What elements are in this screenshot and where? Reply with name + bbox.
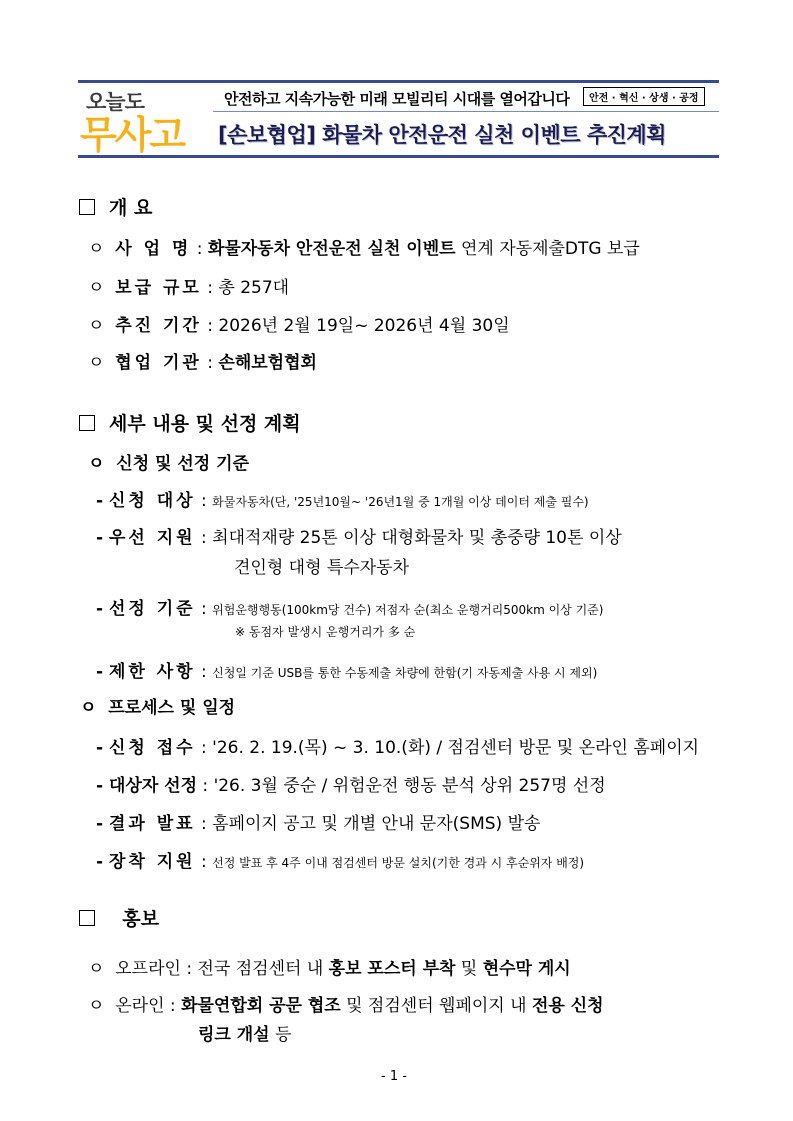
section-overview-heading: 개 요 bbox=[79, 193, 152, 220]
value-bold: 화물자동차 안전운전 실천 이벤트 bbox=[207, 239, 456, 259]
label: 대상자 선정 bbox=[108, 776, 198, 796]
subheading-criteria: ㅇ 신청 및 선정 기준 bbox=[88, 454, 249, 474]
overview-row-period: ㅇ 추진 기간 : 2026년 2월 19일~ 2026년 4월 30일 bbox=[88, 316, 510, 336]
value-bold: 링크 개설 bbox=[198, 1025, 270, 1045]
value: 신청일 기준 USB를 통한 수동제출 차량에 한함(기 자동제출 사용 시 제외) bbox=[212, 666, 598, 680]
label: 우선 지원 bbox=[108, 528, 196, 548]
promotion-row-online-cont: 링크 개설 등 bbox=[198, 1025, 292, 1045]
value-bold: 손해보험협회 bbox=[218, 353, 317, 373]
criteria-row-priority: - 우선 지원 : 최대적재량 25톤 이상 대형화물차 및 총중량 10톤 이상 bbox=[96, 528, 622, 548]
process-row-result: - 결과 발표 : 홈페이지 공고 및 개별 안내 문자(SMS) 발송 bbox=[96, 814, 541, 834]
label: 신청 접수 bbox=[108, 738, 196, 758]
value: 위험운행행동(100km당 건수) 저점자 순(최소 운행거리500km 이상 기준) bbox=[212, 603, 604, 617]
subheading-process: ㅇ 프로세스 및 일정 bbox=[80, 698, 236, 718]
page-title: [손보협업] 화물차 안전운전 실천 이벤트 추진계획 bbox=[218, 123, 666, 147]
overview-row-project: ㅇ 사 업 명 : 화물자동차 안전운전 실천 이벤트 연계 자동제출DTG 보급 bbox=[88, 239, 640, 259]
label: 장착 지원 bbox=[108, 852, 196, 872]
section-details-heading: 세부 내용 및 선정 계획 bbox=[79, 409, 301, 436]
dash-bullet: - bbox=[96, 776, 109, 796]
label: 협업 기관 bbox=[115, 353, 202, 373]
logo-top-text: 오늘도 bbox=[86, 90, 144, 114]
value: 화물자동차(단, '25년10월~ '26년1월 중 1개월 이상 데이터 제출 필수) bbox=[212, 495, 589, 509]
value: 2026년 2월 19일~ 2026년 4월 30일 bbox=[218, 316, 510, 336]
value: 홈페이지 공고 및 개별 안내 문자(SMS) 발송 bbox=[212, 814, 541, 834]
label: 사 업 명 bbox=[115, 239, 192, 259]
overview-row-scale: ㅇ 보급 규모 : 총 257대 bbox=[88, 278, 290, 298]
promotion-row-offline: ㅇ 오프라인 : 전국 점검센터 내 홍보 포스터 부착 및 현수막 게시 bbox=[88, 959, 571, 979]
value: 최대적재량 25톤 이상 대형화물차 및 총중량 10톤 이상 bbox=[212, 528, 622, 548]
promotion-row-online: ㅇ 온라인 : 화물연합회 공문 협조 및 점검센터 웹페이지 내 전용 신청 bbox=[88, 996, 604, 1016]
value: '26. 2. 19.(목) ~ 3. 10.(화) / 점검센터 방문 및 온라인 홈페이지 bbox=[212, 738, 700, 758]
label: 제한 사항 bbox=[108, 662, 196, 682]
value: 총 257대 bbox=[218, 278, 290, 298]
dash-bullet: - bbox=[96, 662, 109, 682]
circle-bullet-icon: ㅇ bbox=[88, 454, 105, 474]
label: 보급 규모 bbox=[115, 278, 202, 298]
value: '26. 3월 중순 / 위험운전 행동 분석 상위 257명 선정 bbox=[213, 776, 606, 796]
page-number: - 1 - bbox=[381, 1069, 407, 1084]
checkbox-square-icon bbox=[79, 415, 95, 431]
dash-bullet: - bbox=[96, 491, 109, 511]
selection-note: ※ 동점자 발생시 운행거리가 多 순 bbox=[235, 625, 416, 639]
dash-bullet: - bbox=[96, 599, 109, 619]
circle-bullet-icon: ㅇ bbox=[88, 353, 105, 373]
label: 온라인 : bbox=[115, 996, 182, 1016]
criteria-row-selection: - 선정 기준 : 위험운행행동(100km당 건수) 저점자 순(최소 운행거리500km 이상 기준) bbox=[96, 599, 604, 619]
criteria-row-priority-cont: 견인형 대형 특수자동차 bbox=[234, 558, 410, 578]
label: 선정 기준 bbox=[108, 599, 196, 619]
checkbox-square-icon bbox=[79, 910, 95, 926]
values-badge: 안전 · 혁신 · 상생 · 공정 bbox=[583, 87, 705, 106]
label: 결과 발표 bbox=[108, 814, 196, 834]
circle-bullet-icon: ㅇ bbox=[88, 278, 105, 298]
overview-row-partner: ㅇ 협업 기관 : 손해보험협회 bbox=[88, 353, 317, 373]
dash-bullet: - bbox=[96, 738, 109, 758]
criteria-row-restriction: - 제한 사항 : 신청일 기준 USB를 통한 수동제출 차량에 한함(기 자동제출 사용 시 제외) bbox=[96, 662, 598, 682]
label: 오프라인 : bbox=[115, 959, 198, 979]
circle-bullet-icon: ㅇ bbox=[80, 698, 97, 718]
label: 신청 대상 bbox=[108, 491, 196, 511]
circle-bullet-icon: ㅇ bbox=[88, 239, 105, 259]
checkbox-square-icon bbox=[79, 199, 95, 215]
value-bold: 홍보 포스터 부착 bbox=[328, 959, 456, 979]
value-bold: 현수막 게시 bbox=[482, 959, 571, 979]
dash-bullet: - bbox=[96, 814, 109, 834]
criteria-row-target: - 신청 대상 : 화물자동차(단, '25년10월~ '26년1월 중 1개월 이상 데이터 제출 필수) bbox=[96, 491, 589, 511]
section-promotion-heading: 홍보 bbox=[79, 904, 159, 931]
value: 선정 발표 후 4주 이내 점검센터 방문 설치(기한 경과 시 후순위자 배정) bbox=[212, 856, 585, 870]
circle-bullet-icon: ㅇ bbox=[88, 996, 105, 1016]
header-mid-rule bbox=[213, 111, 719, 112]
value: 연계 자동제출DTG 보급 bbox=[455, 239, 640, 259]
value-bold: 전용 신청 bbox=[531, 996, 604, 1016]
dash-bullet: - bbox=[96, 852, 109, 872]
header-top-rule bbox=[78, 80, 719, 83]
process-row-install: - 장착 지원 : 선정 발표 후 4주 이내 점검센터 방문 설치(기한 경과 시 후순위자 배정) bbox=[96, 852, 585, 872]
process-row-apply: - 신청 접수 : '26. 2. 19.(목) ~ 3. 10.(화) / 점검센터 방문 및 온라인 홈페이지 bbox=[96, 738, 700, 758]
dash-bullet: - bbox=[96, 528, 109, 548]
circle-bullet-icon: ㅇ bbox=[88, 959, 105, 979]
process-row-select: - 대상자 선정 : '26. 3월 중순 / 위험운전 행동 분석 상위 257명 선정 bbox=[96, 776, 606, 796]
circle-bullet-icon: ㅇ bbox=[88, 316, 105, 336]
logo-bottom-text: 무사고 bbox=[80, 113, 185, 157]
label: 추진 기간 bbox=[115, 316, 202, 336]
value-bold: 화물연합회 공문 협조 bbox=[181, 996, 341, 1016]
slogan: 안전하고 지속가능한 미래 모빌리티 시대를 열어갑니다 bbox=[224, 90, 570, 108]
